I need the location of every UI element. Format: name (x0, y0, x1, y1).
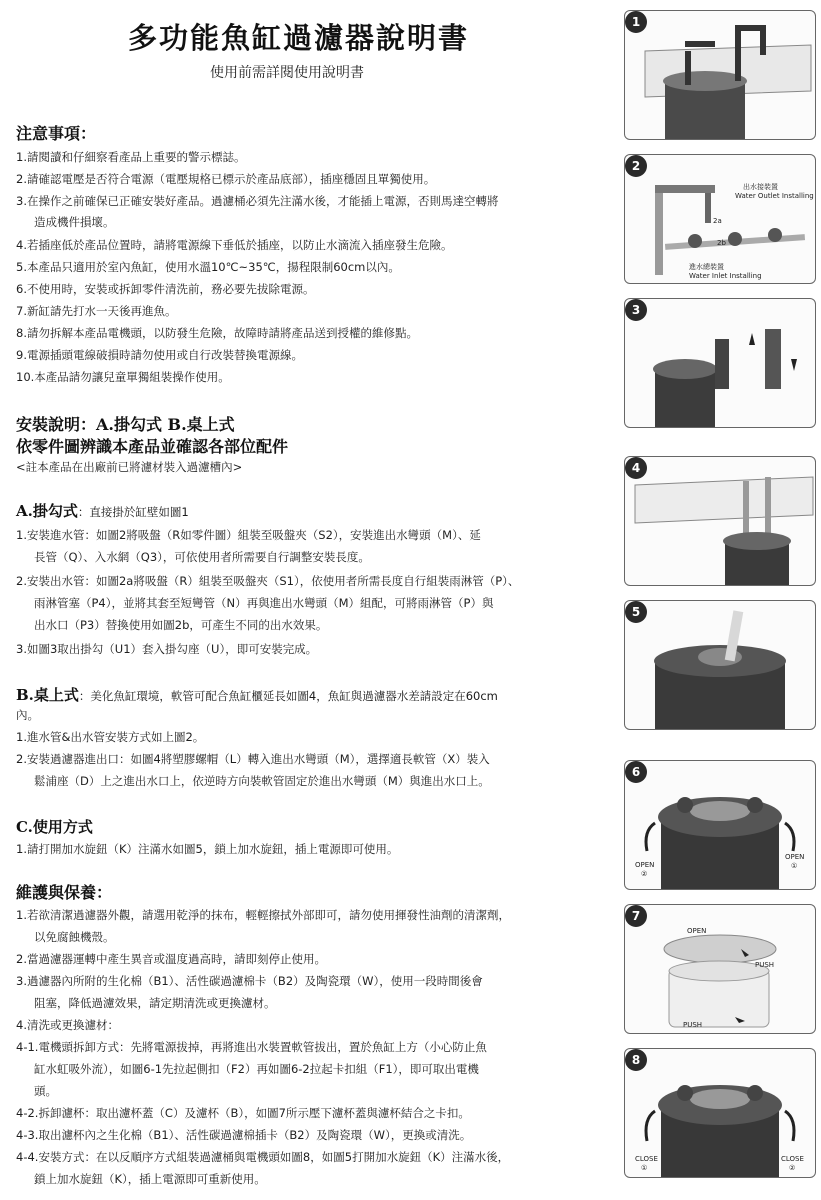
figure-2 (624, 154, 816, 284)
notice-item: 2.請確認電壓是否符合電源（電壓規格已標示於產品底部），插座穩固且單獨使用。 (16, 172, 436, 186)
figure-label: OPEN (635, 861, 655, 869)
install-subheading: 依零件圖辨識本產品並確認各部位配件 (16, 437, 289, 456)
section-b-line: 1.進水管&出水管安裝方式如上圖2。 (16, 730, 205, 744)
notice-item: 7.新缸請先打水一天後再進魚。 (16, 304, 177, 318)
figure-number-badge: 7 (625, 905, 647, 927)
maintenance-line: 4.清洗或更換濾材： (16, 1018, 119, 1032)
figure-label: OPEN (687, 927, 707, 935)
notice-heading: 注意事項： (16, 124, 97, 143)
install-note: <註本產品在出廠前已將濾材裝入過濾槽內> (16, 460, 243, 474)
maintenance-line: 4-4.安裝方式：在以反順序方式組裝過濾桶與電機頭如圖8，如圖5打開加水旋鈕（K）注滿水後， (16, 1150, 510, 1164)
notice-item: 10.本產品請勿讓兒童單獨組裝操作使用。 (16, 370, 230, 384)
figure-label: 出水接裝置 (743, 183, 778, 191)
filter-basket-illustration (625, 905, 815, 1033)
figure-1 (624, 10, 816, 140)
figure-label: CLOSE (781, 1155, 804, 1163)
figure-label: 進水總裝置 (689, 263, 724, 271)
maintenance-line: 4-1.電機頭拆卸方式：先將電源拔掉，再將進出水裝置軟管拔出，置於魚缸上方（小心防止魚 (16, 1040, 487, 1054)
notice-item: 6.不使用時，安裝或拆卸零件清洗前，務必要先拔除電源。 (16, 282, 315, 296)
figure-number-badge: 3 (625, 299, 647, 321)
section-b-line: 2.安裝過濾器進出口：如圖4將塑膠螺帽（L）轉入進出水彎頭（M），選擇適長軟管（X）裝入 (16, 752, 490, 766)
section-b-line: 內。 (16, 708, 39, 722)
page-subtitle: 使用前需詳閱使用說明書 (210, 65, 364, 81)
figure-label: 2b (717, 239, 726, 247)
maintenance-line: 4-3.取出濾杯內之生化棉（B1）、活性碳過濾棉插卡（B2）及陶瓷環（W），更換或清洗。 (16, 1128, 472, 1142)
section-c-label: C.使用方式 (16, 818, 93, 836)
maintenance-line: 以免腐蝕機殼。 (34, 930, 115, 944)
maintenance-line: 1.若欲清潔過濾器外觀，請選用乾淨的抹布，輕輕擦拭外部即可，請勿使用揮發性油劑的清潔劑， (16, 908, 510, 922)
section-a-line: 雨淋管塞（P4），並將其套至短彎管（N）再與進出水彎頭（M）組配，可將雨淋管（P）與 (34, 596, 494, 610)
section-a-line: 1.安裝進水管：如圖2將吸盤（R如零件圖）組裝至吸盤夾（S2），安裝進出水彎頭（M）、延 (16, 528, 481, 542)
maintenance-heading: 維護與保養： (16, 883, 113, 902)
figure-number-badge: 8 (625, 1049, 647, 1071)
section-b-label: B.桌上式 (16, 686, 79, 704)
hook-attach-illustration (625, 299, 815, 427)
notice-item: 9.電源插頭電線破損時請勿使用或自行改裝替換電源線。 (16, 348, 303, 362)
notice-item: 8.請勿拆解本產品電機頭，以防發生危險，故障時請將產品送到授權的維修點。 (16, 326, 418, 340)
notice-item: 1.請閱讀和仔細察看產品上重要的警示標誌。 (16, 150, 246, 164)
figure-label: ① (641, 1164, 648, 1172)
fill-water-illustration (625, 601, 815, 729)
figure-label: CLOSE (635, 1155, 658, 1163)
figure-6 (624, 760, 816, 890)
figure-number-badge: 6 (625, 761, 647, 783)
section-b-line: 鬆浦座（D）上之進出水口上，依逆時方向裝軟管固定於進出水彎頭（M）與進出水口上。 (34, 774, 490, 788)
notice-item: 4.若插座低於產品位置時，請將電源線下垂低於插座，以防止水滴流入插座發生危險。 (16, 238, 453, 252)
desktop-setup-illustration (625, 457, 815, 585)
figure-label: Water Inlet Installing (689, 272, 762, 280)
figure-4 (624, 456, 816, 586)
maintenance-line: 頭。 (34, 1084, 57, 1098)
section-a-heading (16, 500, 189, 521)
figure-8 (624, 1048, 816, 1178)
figure-7 (624, 904, 816, 1034)
notice-item: 造成機件損壞。 (34, 215, 115, 229)
filter-hang-on-illustration (625, 11, 815, 139)
figure-label: ② (641, 870, 648, 878)
section-a-intro: ：直接掛於缸壁如圖1 (77, 505, 189, 519)
maintenance-line: 3.過濾器內所附的生化棉（B1）、活性碳過濾棉卡（B2）及陶瓷環（W），使用一段時間後會 (16, 974, 483, 988)
install-heading: 安裝說明：A.掛勾式 B.桌上式 (16, 415, 235, 434)
section-a-line: 長管（Q）、入水網（Q3），可依使用者所需要自行調整安裝長度。 (34, 550, 370, 564)
section-a-label: A.掛勾式 (16, 502, 78, 520)
maintenance-line: 4-2.拆卸濾杯：取出濾杯蓋（C）及濾杯（B），如圖7所示壓下濾杯蓋與濾杯結合之卡扣。 (16, 1106, 470, 1120)
figure-number-badge: 5 (625, 601, 647, 623)
figure-3 (624, 298, 816, 428)
section-c-heading (16, 816, 93, 837)
notice-item: 5.本產品只適用於室內魚缸，使用水溫10℃~35℃，揚程限制60cm以內。 (16, 260, 400, 274)
section-a-line: 2.安裝出水管：如圖2a將吸盤（R）組裝至吸盤夾（S1），依使用者所需長度自行組裝雨淋管（P）、 (16, 574, 520, 588)
section-a-line: 3.如圖3取出掛勾（U1）套入掛勾座（U），即可安裝完成。 (16, 642, 318, 656)
figure-label: ① (791, 862, 798, 870)
figure-number-badge: 1 (625, 11, 647, 33)
maintenance-line: 鎖上加水旋鈕（K），插上電源即可重新使用。 (34, 1172, 266, 1186)
figure-number-badge: 4 (625, 457, 647, 479)
notice-item: 3.在操作之前確保已正確安裝好產品。過濾桶必須先注滿水後，才能插上電源，否則馬達空轉將 (16, 194, 499, 208)
figure-label: PUSH (683, 1021, 703, 1029)
figure-label: OPEN (785, 853, 805, 861)
section-a-line: 出水口（P3）替換使用如圖2b，可產生不同的出水效果。 (34, 618, 328, 632)
section-b-heading (16, 684, 498, 705)
page-title: 多功能魚缸過濾器說明書 (128, 21, 470, 55)
maintenance-line: 阻塞，降低過濾效果，請定期清洗或更換濾材。 (34, 996, 276, 1010)
figure-label: ② (789, 1164, 796, 1172)
figure-label: 2a (713, 217, 722, 225)
section-c-line: 1.請打開加水旋鈕（K）注滿水如圖5，鎖上加水旋鈕，插上電源即可使用。 (16, 842, 399, 856)
figure-number-badge: 2 (625, 155, 647, 177)
figure-label: Water Outlet Installing (735, 192, 814, 200)
maintenance-line: 2.當過濾器運轉中產生異音或溫度過高時，請即刻停止使用。 (16, 952, 326, 966)
section-b-intro: ：美化魚缸環境，軟管可配合魚缸櫃延長如圖4，魚缸與過濾器水差請設定在60cm (78, 689, 498, 703)
maintenance-line: 缸水虹吸外流），如圖6-1先拉起側扣（F2）再如圖6-2拉起卡扣組（F1），即可取出電機 (34, 1062, 479, 1076)
figure-5 (624, 600, 816, 730)
open-clips-illustration (625, 761, 815, 889)
figure-label: PUSH (755, 961, 775, 969)
